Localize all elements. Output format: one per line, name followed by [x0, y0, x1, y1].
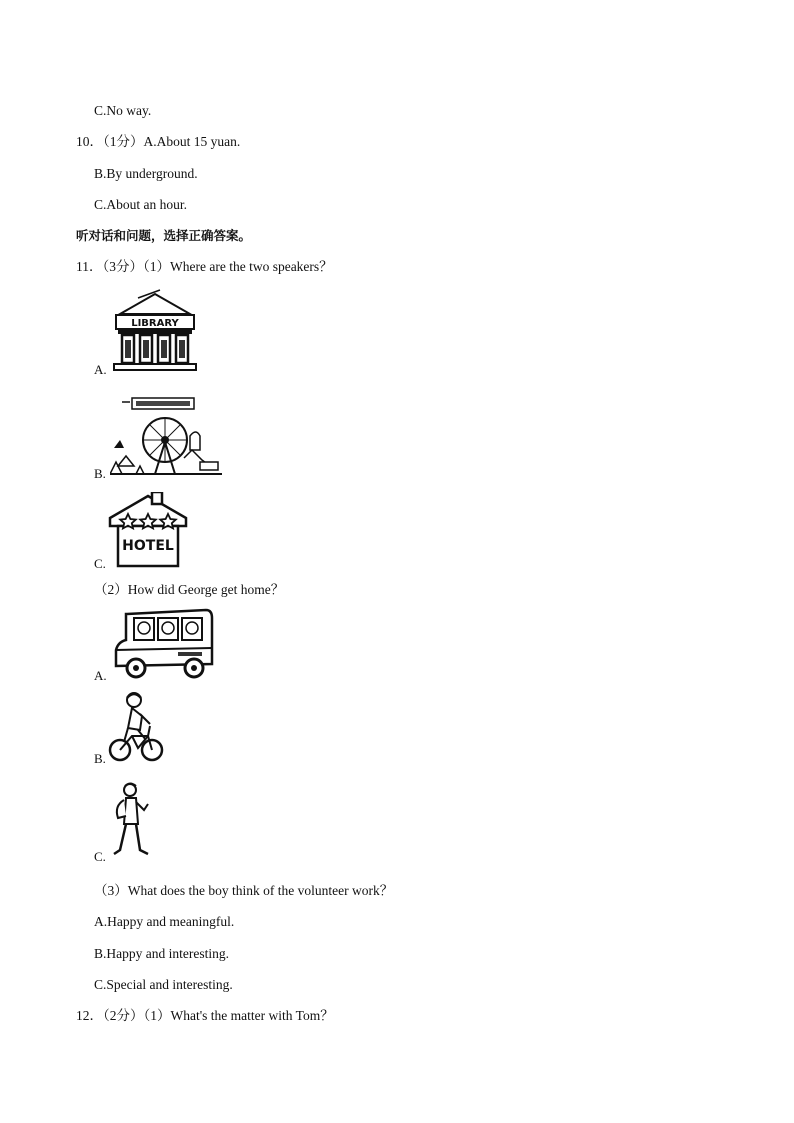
q10-option-b: B.By underground. — [94, 166, 198, 181]
hotel-sign-text: HOTEL — [122, 538, 174, 554]
school-bus-image — [108, 606, 216, 682]
library-image — [110, 288, 200, 372]
amusement-park-image — [110, 396, 222, 476]
bicycle-image — [108, 690, 164, 762]
q11-1-option-b-label: B. — [94, 466, 106, 481]
q11-1-option-c-label: C. — [94, 556, 106, 571]
section-instruction: 听对话和问题，选择正确答案。 — [76, 228, 252, 243]
q11-2-option-c-label: C. — [94, 849, 106, 864]
q11-3-option-b: B.Happy and interesting. — [94, 946, 229, 961]
q11-3-option-a: A.Happy and meaningful. — [94, 914, 235, 929]
library-sign-text: LIBRARY — [131, 318, 179, 329]
q11-stem: 11．（3分）（1）Where are the two speakers？ — [76, 259, 333, 274]
q11-2-stem: （2）How did George get home？ — [94, 582, 285, 597]
q11-3-stem: （3）What does the boy think of the volunteer work？ — [94, 883, 394, 898]
q11-2-option-a-label: A. — [94, 668, 107, 683]
q11-2-option-b-label: B. — [94, 751, 106, 766]
q10-option-c: C.About an hour. — [94, 197, 187, 212]
q10-stem: 10．（1分）A.About 15 yuan. — [76, 134, 241, 149]
q12-stem: 12．（2分）（1）What's the matter with Tom？ — [76, 1008, 334, 1023]
hotel-image — [108, 492, 188, 568]
q11-1-option-a-label: A. — [94, 362, 107, 377]
walking-person-image — [108, 780, 156, 860]
q9-option-c: C.No way. — [94, 103, 152, 118]
q11-3-option-c: C.Special and interesting. — [94, 977, 233, 992]
